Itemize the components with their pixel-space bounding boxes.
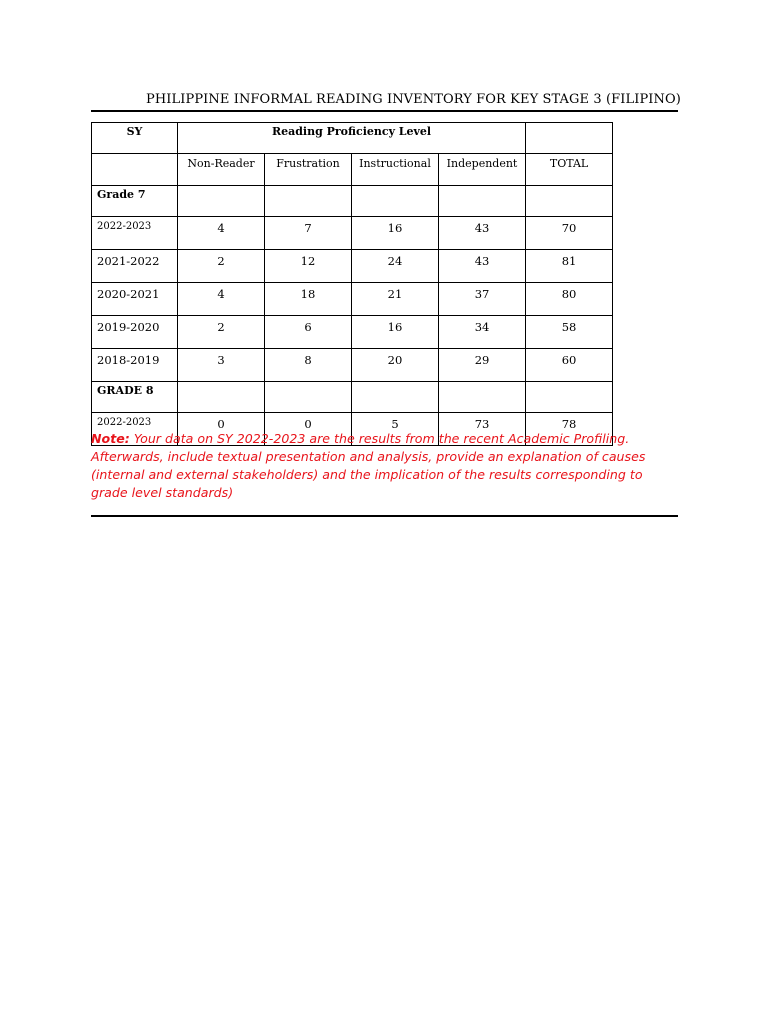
frustration-cell: 7 (265, 217, 352, 250)
empty-cell (439, 186, 526, 217)
header-row-2 (92, 154, 613, 186)
frustration-cell: 0 (265, 413, 352, 446)
section-row-grade-8 (92, 382, 613, 413)
total-cell: 60 (526, 349, 613, 382)
non-reader-cell: 4 (178, 283, 265, 316)
section-label: Grade 7 (92, 186, 178, 217)
independent-cell: 34 (439, 316, 526, 349)
sy-cell: 2018-2019 (92, 349, 178, 382)
bottom-rule (91, 515, 678, 517)
empty-cell (265, 186, 352, 217)
col-total: TOTAL (526, 154, 613, 186)
document-title: PHILIPPINE INFORMAL READING INVENTORY FOR KEY STAGE 3 (FILIPINO) (146, 92, 681, 107)
frustration-cell: 8 (265, 349, 352, 382)
independent-cell: 43 (439, 250, 526, 283)
total-cell: 78 (526, 413, 613, 446)
note-text: Your data on SY 2022-2023 are the results from the recent Academic Profiling. Afterwards, include textual presentation and analysis, provide an explanation of causes (internal and external stakeholders) and the implication of the results corresponding to grade level standards) (91, 431, 646, 500)
non-reader-cell: 2 (178, 250, 265, 283)
sy-cell: 2019-2020 (92, 316, 178, 349)
empty-header-cell (526, 123, 613, 154)
table-row (92, 250, 613, 283)
total-cell: 70 (526, 217, 613, 250)
frustration-cell: 6 (265, 316, 352, 349)
non-reader-cell: 0 (178, 413, 265, 446)
empty-cell (352, 186, 439, 217)
independent-cell: 29 (439, 349, 526, 382)
empty-cell (526, 382, 613, 413)
non-reader-cell: 4 (178, 217, 265, 250)
total-cell: 81 (526, 250, 613, 283)
empty-cell (352, 382, 439, 413)
independent-cell: 37 (439, 283, 526, 316)
col-non-reader: Non-Reader (178, 154, 265, 186)
instructional-cell: 16 (352, 316, 439, 349)
reading-inventory-table (91, 122, 613, 446)
sy-header: SY (92, 123, 178, 154)
sy-cell: 2020-2021 (92, 283, 178, 316)
independent-cell: 73 (439, 413, 526, 446)
col-independent: Independent (439, 154, 526, 186)
empty-header-cell (92, 154, 178, 186)
total-cell: 80 (526, 283, 613, 316)
note-label: Note: (91, 431, 130, 446)
non-reader-cell: 2 (178, 316, 265, 349)
frustration-cell: 18 (265, 283, 352, 316)
sy-cell: 2022-2023 (92, 217, 178, 250)
instructional-cell: 20 (352, 349, 439, 382)
col-instructional: Instructional (352, 154, 439, 186)
col-frustration: Frustration (265, 154, 352, 186)
instructional-cell: 21 (352, 283, 439, 316)
section-label: GRADE 8 (92, 382, 178, 413)
section-row-grade-7 (92, 186, 613, 217)
proficiency-level-header: Reading Proficiency Level (178, 123, 526, 154)
header-row-1 (92, 123, 613, 154)
table-row (92, 283, 613, 316)
non-reader-cell: 3 (178, 349, 265, 382)
instructional-cell: 16 (352, 217, 439, 250)
empty-cell (439, 382, 526, 413)
sy-cell: 2022-2023 (92, 413, 178, 446)
frustration-cell: 12 (265, 250, 352, 283)
table-row (92, 316, 613, 349)
total-cell: 58 (526, 316, 613, 349)
table-row (92, 217, 613, 250)
sy-cell: 2021-2022 (92, 250, 178, 283)
independent-cell: 43 (439, 217, 526, 250)
title-underline (91, 110, 678, 112)
empty-cell (178, 382, 265, 413)
table-row (92, 349, 613, 382)
instructional-cell: 24 (352, 250, 439, 283)
empty-cell (178, 186, 265, 217)
empty-cell (526, 186, 613, 217)
instructional-cell: 5 (352, 413, 439, 446)
note-paragraph (91, 430, 681, 502)
empty-cell (265, 382, 352, 413)
